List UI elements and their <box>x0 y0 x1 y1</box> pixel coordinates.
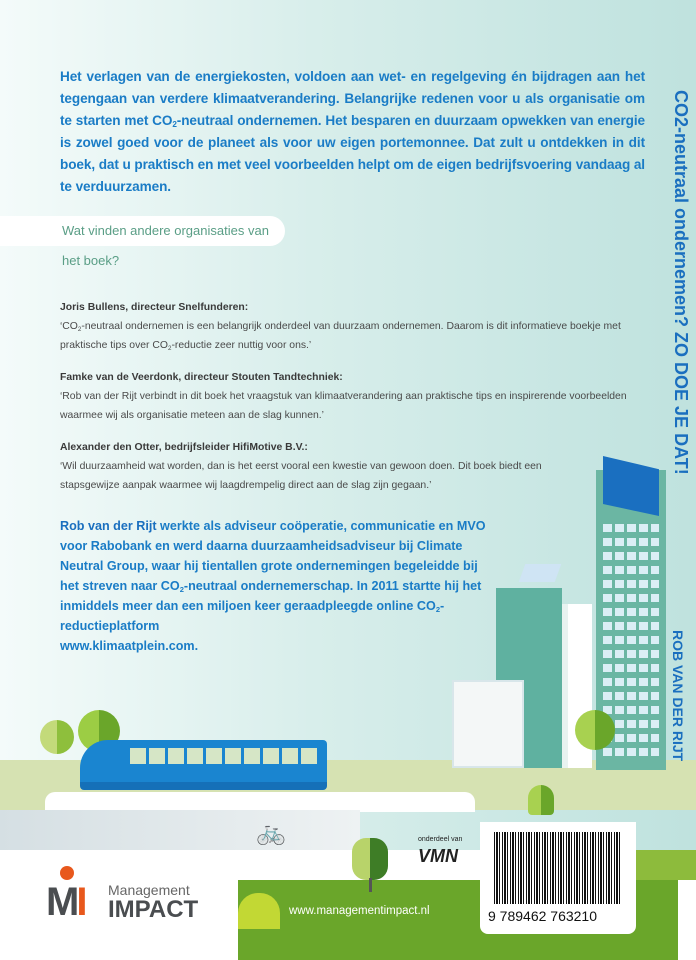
isbn: 9 789462 763210 <box>488 908 597 924</box>
intro-text-2: -neutraal ondernemen. Het besparen en duurzaam opwekken van energie is zowel goed voor de planeet als voor uw eigen portemonnee. Dat zult u ontdekken in dit boek, dat u praktisch en met veel voorbeelden helpt om de eigen bedrijfsvoering vandaag al te verduurzamen. <box>60 113 645 194</box>
bio-text: -neutraal ondernemerschap. In 2011 startte hij het inmiddels meer dan een miljoen keer geraadpleegde online CO <box>60 579 482 613</box>
logo-text-bottom: IMPACT <box>108 896 199 923</box>
author-name: Rob van der Rijt <box>60 519 157 533</box>
tree-icon <box>575 710 615 750</box>
quote-text: ‘CO <box>60 321 78 332</box>
barcode <box>494 832 622 904</box>
logo-text-top: Management <box>108 882 190 898</box>
building <box>452 680 524 768</box>
quote-text: -reductie zeer nuttig voor ons.’ <box>171 340 312 351</box>
intro-paragraph <box>60 66 645 198</box>
parent-label: onderdeel van <box>418 836 463 843</box>
publisher-url[interactable]: www.managementimpact.nl <box>289 905 430 917</box>
testimonial-author: Joris Bullens, directeur Snelfunderen: <box>60 302 249 313</box>
logo-mark: MI <box>46 880 85 924</box>
green-strip <box>636 850 696 880</box>
train-windows <box>130 748 320 764</box>
tree-trunk <box>369 878 372 892</box>
reviews-heading: Wat vinden andere organisaties van het boek? <box>0 216 285 246</box>
testimonial <box>60 298 630 355</box>
website-link[interactable]: www.klimaatplein.com. <box>60 639 199 653</box>
bio-text: werkte als adviseur coöperatie, communicatie en MVO voor Rabobank en werd daarna duurzaamheidsadviseur bij Climate Neutral Group, waar hij tientallen grote ondernemingen begeleidde bij het streven naar CO <box>60 519 486 593</box>
solar-panel <box>519 564 562 582</box>
spine <box>662 70 696 770</box>
subscript: 2 <box>77 325 82 333</box>
author-bio <box>60 516 500 656</box>
quote-text: -neutraal ondernemen is een belangrijk onderdeel van duurzaam ondernemen. Daarom is dit informatieve boekje met praktische tips over CO <box>60 321 621 351</box>
barcode-box <box>480 822 636 934</box>
subscript: 2 <box>168 344 172 352</box>
track <box>45 792 475 812</box>
subscript: 2 <box>435 605 441 615</box>
vmn-logo: VMN <box>418 846 458 866</box>
spine-title: CO2-neutraal ondernemen? ZO DOE JE DAT! <box>671 90 691 475</box>
testimonial-author: Alexander den Otter, bedrijfsleider HifiMotive B.V.: <box>60 442 308 453</box>
bio-text: -reductieplatform <box>60 599 445 633</box>
quote-text: ‘Wil duurzaamheid wat worden, dan is het eerst vooral een kwestie van gewoon doen. Dit boek biedt een stapsgewijze aanpak waarmee wij laagdrempelig direct aan de slag zijn gegaan.’ <box>60 461 542 491</box>
bush-icon <box>238 893 280 929</box>
spine-author: ROB VAN DER RIJT <box>670 630 686 762</box>
quote-text: ‘Rob van der Rijt verbindt in dit boek het vraagstuk van klimaatverandering aan praktische tips en inspirerende voorbeelden waarmee wij als organisatie meteen aan de slag kunnen.’ <box>60 391 627 421</box>
tree-icon <box>40 720 74 754</box>
testimonial <box>60 438 570 495</box>
road-band <box>0 810 360 850</box>
tree-icon <box>528 785 554 815</box>
subscript: 2 <box>179 585 184 595</box>
testimonial-author: Famke van de Veerdonk, directeur Stouten Tandtechniek: <box>60 372 343 383</box>
testimonial <box>60 368 630 425</box>
logo-dot <box>60 866 74 880</box>
cyclist-icon: 🚲 <box>256 819 286 846</box>
tree-icon <box>352 838 388 880</box>
subscript: 2 <box>172 120 177 130</box>
intro-text-1: Het verlagen van de energiekosten, voldoen aan wet- en regelgeving én bijdragen aan het tegengaan van verdere klimaatverandering. Belangrijke redenen voor u als organisatie om te starten met CO <box>60 69 645 128</box>
